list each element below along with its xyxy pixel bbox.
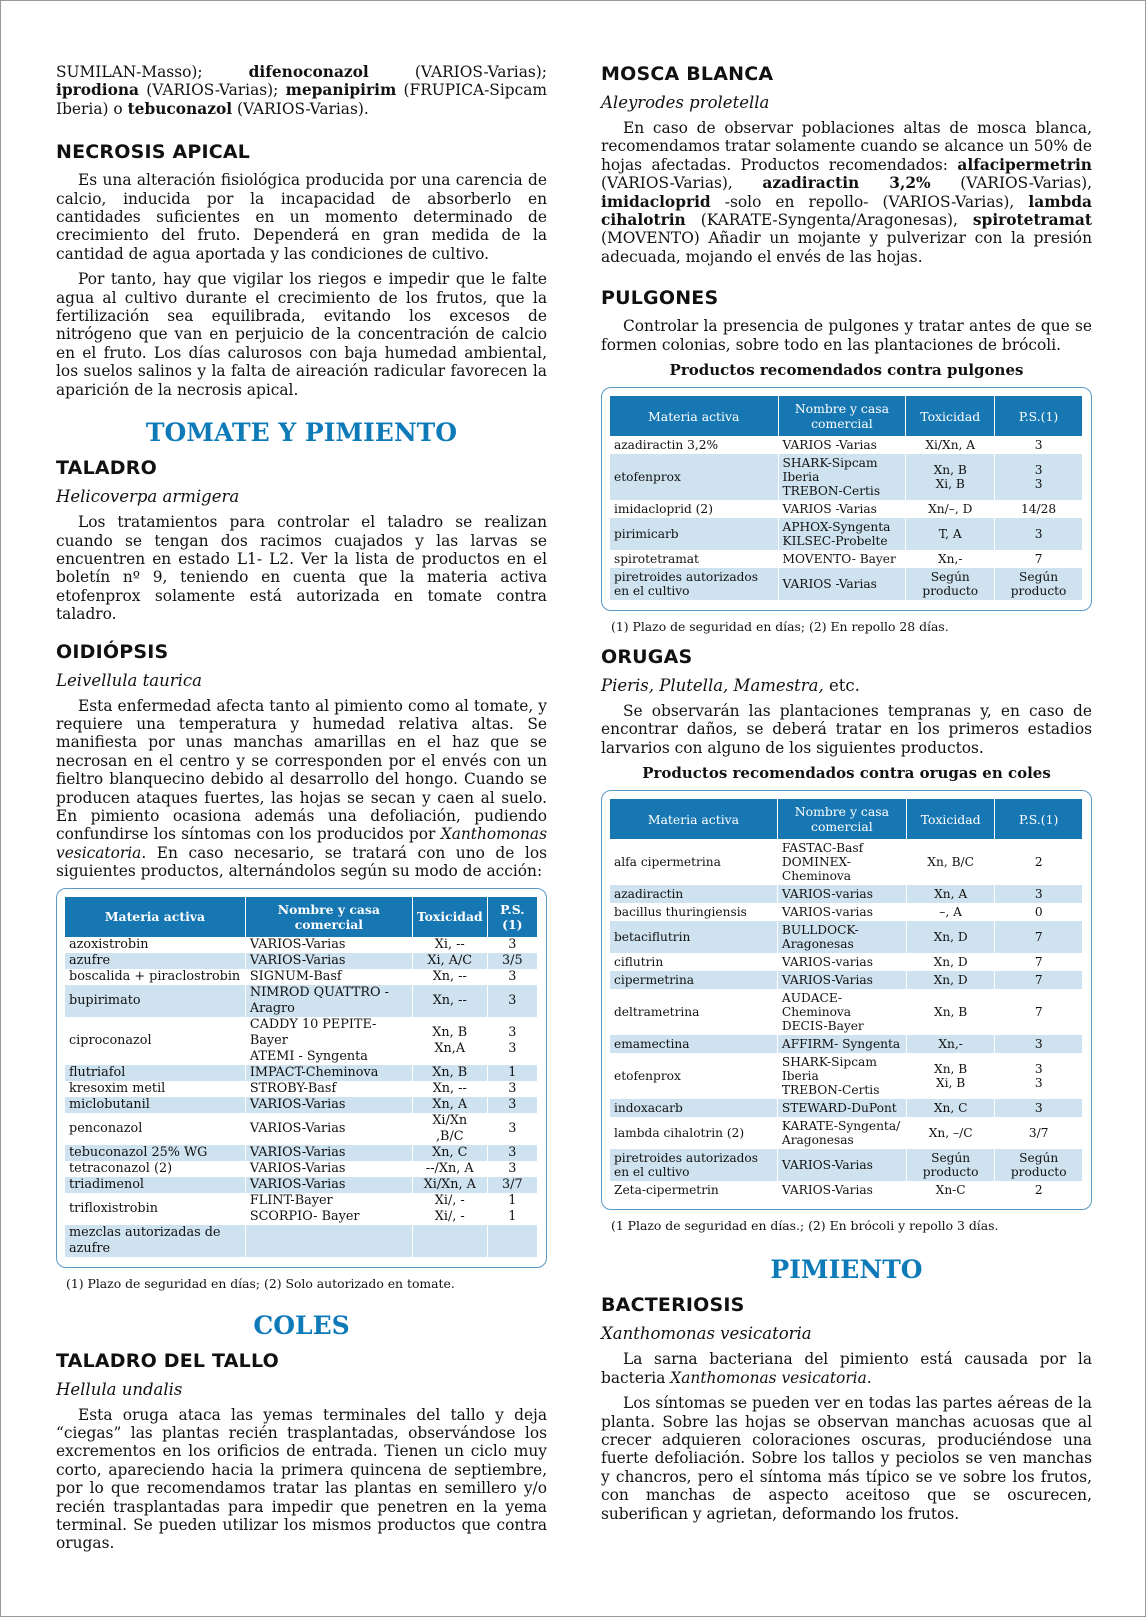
table-cell: 3 — [487, 969, 537, 985]
table-cell: Xn, D — [906, 971, 995, 989]
table-orugas-footnote: (1 Plazo de seguridad en días.; (2) En brócoli y repollo 3 días. — [611, 1218, 999, 1234]
table-cell: spirotetramat — [610, 550, 778, 568]
table-row — [610, 1053, 1083, 1099]
table-cell: 1 1 — [487, 1193, 537, 1225]
table-oidiopsis-footnote: (1) Plazo de seguridad en días; (2) Solo autorizado en tomate. — [66, 1275, 455, 1291]
table-row — [610, 839, 1083, 885]
table-cell: indoxacarb — [610, 1099, 777, 1117]
table-cell: VARIOS -Varias — [778, 500, 906, 518]
section-coles: COLES — [253, 1310, 350, 1340]
table-cell: Xi/, - Xi/, - — [412, 1193, 487, 1225]
table-row — [610, 518, 1083, 550]
table-cell: tebuconazol 25% WG — [65, 1145, 245, 1161]
table-header-cell: Toxicidad — [906, 396, 995, 436]
table-cell: Xn, B — [412, 1065, 487, 1081]
table-header-cell: Toxicidad — [906, 799, 995, 839]
bacteriosis-species: Xanthomonas vesicatoria — [601, 1324, 812, 1344]
table-cell: betaciflutrin — [610, 921, 777, 953]
table-cell — [412, 1225, 487, 1257]
table-row — [610, 568, 1083, 600]
table-pulgones-box — [601, 387, 1092, 611]
taladro-p1: Los tratamientos para controlar el taladro se realizan cuando se tengan dos racimos cuajados y las larvas se encuentren en estado L1- L2. Ver la lista de productos en el boletín nº 9, teniendo en cuenta que la materia activa etofenprox solamente está autorizada en tomate contra taladro. — [56, 513, 547, 624]
table-cell: Xn, -- — [412, 969, 487, 985]
table-cell: 3 — [995, 1035, 1083, 1053]
taladro-tallo-species: Hellula undalis — [56, 1379, 183, 1399]
table-cell: 3 — [487, 1097, 537, 1113]
table-cell: VARIOS-Varias — [777, 1149, 906, 1181]
table-row — [65, 953, 538, 969]
table-header-cell: P.S.(1) — [995, 799, 1083, 839]
orugas-p1: Se observarán las plantaciones tempranas y, en caso de encontrar daños, se deberá tratar en los primeros estadios larvarios con alguno de los siguientes productos. — [601, 702, 1092, 757]
table-cell: BULLDOCK-Aragonesas — [777, 921, 906, 953]
table-cell: 3 — [995, 436, 1083, 454]
table-row — [610, 1149, 1083, 1181]
table-cell: 14/28 — [995, 500, 1083, 518]
left-column — [56, 63, 547, 1560]
table-oidiopsis — [65, 897, 538, 1257]
table-cell: 3 — [995, 1099, 1083, 1117]
table-row — [610, 1035, 1083, 1053]
table-cell: 7 — [995, 971, 1083, 989]
table-cell: Xn/–, D — [906, 500, 995, 518]
table-cell: miclobutanil — [65, 1097, 245, 1113]
right-column — [601, 63, 1092, 1530]
oidiopsis-species: Leivellula taurica — [56, 670, 202, 690]
table-cell: imidacloprid (2) — [610, 500, 778, 518]
table-cell: VARIOS-varias — [777, 953, 906, 971]
table-row — [65, 937, 538, 953]
section-pimiento: PIMIENTO — [770, 1255, 923, 1285]
table-cell: 7 — [995, 953, 1083, 971]
table-cell: VARIOS-Varias — [245, 1145, 412, 1161]
table-cell: cipermetrina — [610, 971, 777, 989]
table-cell: Xn, D — [906, 953, 995, 971]
table-cell: VARIOS-varias — [777, 903, 906, 921]
table-cell: Zeta-cipermetrin — [610, 1181, 777, 1199]
table-cell: piretroides autorizados en el cultivo — [610, 1149, 777, 1181]
intro-paragraph: SUMILAN-Masso); difenoconazol (VARIOS-Varias); iprodiona (VARIOS-Varias); mepanipirim (FRUPICA-Sipcam Iberia) o tebuconazol (VARIOS-Varias). — [56, 63, 547, 118]
table-cell: --/Xn, A — [412, 1161, 487, 1177]
table-cell: KARATE-Syngenta/ Aragonesas — [777, 1117, 906, 1149]
table-cell: Xn, B/C — [906, 839, 995, 885]
table-cell: VARIOS-Varias — [245, 953, 412, 969]
table-cell: 2 — [995, 839, 1083, 885]
table-row — [65, 1161, 538, 1177]
bacteriosis-title: BACTERIOSIS — [601, 1294, 745, 1317]
table-cell: AFFIRM- Syngenta — [777, 1035, 906, 1053]
table-cell: Xn, B Xn,A — [412, 1017, 487, 1065]
table-cell: Xn, -- — [412, 985, 487, 1017]
table-cell: 0 — [995, 903, 1083, 921]
table-cell: VARIOS -Varias — [778, 436, 906, 454]
table-cell: CADDY 10 PEPITE-Bayer ATEMI - Syngenta — [245, 1017, 412, 1065]
table-cell: Xi/Xn, A — [906, 436, 995, 454]
table-row — [65, 1113, 538, 1145]
table-cell: 3 — [487, 1145, 537, 1161]
table-cell: Xi, A/C — [412, 953, 487, 969]
table-cell: SHARK-Sipcam Iberia TREBON-Certis — [778, 454, 906, 500]
table-cell: flutriafol — [65, 1065, 245, 1081]
table-pulgones — [610, 396, 1083, 600]
table-cell: VARIOS-Varias — [245, 1097, 412, 1113]
pulgones-title: PULGONES — [601, 287, 719, 310]
table-cell: 3 3 — [487, 1017, 537, 1065]
table-row — [610, 550, 1083, 568]
table-cell: Según producto — [906, 1149, 995, 1181]
table-cell: mezclas autorizadas de azufre — [65, 1225, 245, 1257]
table-cell: azufre — [65, 953, 245, 969]
table-cell: 3/7 — [487, 1177, 537, 1193]
table-cell: VARIOS-varias — [777, 885, 906, 903]
table-cell: bacillus thuringiensis — [610, 903, 777, 921]
table-row — [65, 1177, 538, 1193]
table-cell: SHARK-Sipcam Iberia TREBON-Certis — [777, 1053, 906, 1099]
table-cell: Xn, A — [412, 1097, 487, 1113]
table-cell: AUDACE-Cheminova DECIS-Bayer — [777, 989, 906, 1035]
mosca-species: Aleyrodes proletella — [601, 93, 770, 112]
table-cell: etofenprox — [610, 1053, 777, 1099]
table-cell: IMPACT-Cheminova — [245, 1065, 412, 1081]
table-cell: FASTAC-Basf DOMINEX-Cheminova — [777, 839, 906, 885]
table-header-cell: Materia activa — [65, 897, 245, 937]
table-row — [65, 1145, 538, 1161]
table-cell: tetraconazol (2) — [65, 1161, 245, 1177]
table-cell: kresoxim metil — [65, 1081, 245, 1097]
table-cell: alfa cipermetrina — [610, 839, 777, 885]
necrosis-p1: Es una alteración fisiológica producida por una carencia de calcio, inducida por la incapacidad de absorberlo en cantidades suficientes en un momento determinado de crecimiento del fruto. Dependerá en gran medida de la cantidad de agua aportada y las condiciones de cultivo. — [56, 171, 547, 263]
table-cell: azadiractin — [610, 885, 777, 903]
table-cell: 3 — [995, 885, 1083, 903]
table-cell: STEWARD-DuPont — [777, 1099, 906, 1117]
table-cell: VARIOS-Varias — [245, 1161, 412, 1177]
table-cell: 3 — [487, 1113, 537, 1145]
section-tomate-pimiento: TOMATE Y PIMIENTO — [145, 418, 458, 448]
mosca-p1: En caso de observar poblaciones altas de mosca blanca, recomendamos tratar solamente cuando se alcance un 50% de hojas afectadas. Productos recomendados: alfacipermetrin (VARIOS-Varias), azadiractin 3,2% (VARIOS-Varias), imidacloprid -solo en repollo- (VARIOS-Varias), lambda cihalotrin (KARATE-Syngenta/Aragonesas), spirotetramat (MOVENTO) Añadir un mojante y pulverizar con la presión adecuada, mojando el envés de las hojas. — [601, 119, 1092, 266]
table-row — [65, 1193, 538, 1225]
table-row — [610, 436, 1083, 454]
table-cell: Xn,- — [906, 1035, 995, 1053]
taladro-title: TALADRO — [56, 457, 157, 480]
oidiopsis-p1: Esta enfermedad afecta tanto al pimiento como al tomate, y requiere una temperatura y humedad relativa altas. Se manifiesta por unas manchas amarillas en el haz que se necrosan en el centro y se corresponden por el envés con un fieltro blanquecino debido al desarrollo del hongo. Cuando se producen ataques fuertes, las hojas se secan y caen al suelo. En pimiento ocasiona además una defoliación, pudiendo confundirse los síntomas con los producidos por Xanthomonas vesicatoria. En caso necesario, se tratará con uno de los siguientes productos, alternándolos según su modo de acción: — [56, 696, 547, 881]
table-cell: emamectina — [610, 1035, 777, 1053]
table-cell: 7 — [995, 989, 1083, 1035]
table-row — [610, 953, 1083, 971]
table-cell: Xi, -- — [412, 937, 487, 953]
table-row — [610, 885, 1083, 903]
table-cell: 3/5 — [487, 953, 537, 969]
table-header-cell: P.S. (1) — [487, 897, 537, 937]
table-cell: MOVENTO- Bayer — [778, 550, 906, 568]
table-cell: 1 — [487, 1065, 537, 1081]
pulgones-p1: Controlar la presencia de pulgones y tratar antes de que se formen colonias, sobre todo en las plantaciones de brócoli. — [601, 317, 1092, 354]
table-cell: triadimenol — [65, 1177, 245, 1193]
necrosis-title: NECROSIS APICAL — [56, 141, 251, 164]
table-cell: 3/7 — [995, 1117, 1083, 1149]
table-cell: Xn, C — [412, 1145, 487, 1161]
table-cell: 2 — [995, 1181, 1083, 1199]
table-cell: Xn, B Xi, B — [906, 1053, 995, 1099]
table-cell: 3 — [487, 937, 537, 953]
table-row — [65, 1081, 538, 1097]
table-row — [65, 1017, 538, 1065]
table-orugas — [610, 799, 1083, 1199]
table-cell: bupirimato — [65, 985, 245, 1017]
table-cell: azadiractin 3,2% — [610, 436, 778, 454]
table-row — [65, 1065, 538, 1081]
table-cell: azoxistrobin — [65, 937, 245, 953]
table-cell: Según producto — [995, 568, 1083, 600]
table-row — [65, 985, 538, 1017]
table-cell: piretroides autorizados en el cultivo — [610, 568, 778, 600]
table-cell: 3 3 — [995, 1053, 1083, 1099]
table-cell: Xi/Xn ,B/C — [412, 1113, 487, 1145]
table-row — [610, 1181, 1083, 1199]
table-cell: Xn, –/C — [906, 1117, 995, 1149]
table-cell: Xn, C — [906, 1099, 995, 1117]
table-cell: Xn, B — [906, 989, 995, 1035]
necrosis-p2: Por tanto, hay que vigilar los riegos e impedir que le falte agua al cultivo durante el crecimiento de los frutos, que la fertilización sea equilibrada, evitando los excesos de nitrógeno que van en perjuicio de la concentración de calcio en el fruto. Los días calurosos con baja humedad ambiental, los suelos salinos y la falta de aireación radicular favorecen la aparición de la necrosis apical. — [56, 270, 547, 399]
table-cell: ciflutrin — [610, 953, 777, 971]
table-cell: deltrametrina — [610, 989, 777, 1035]
table-cell: VARIOS-Varias — [245, 937, 412, 953]
table-cell: ciproconazol — [65, 1017, 245, 1065]
oidiopsis-title: OIDIÓPSIS — [56, 640, 169, 663]
table-row — [610, 1099, 1083, 1117]
table-cell: –, A — [906, 903, 995, 921]
table-cell: VARIOS -Varias — [778, 568, 906, 600]
table-header-cell: Toxicidad — [412, 897, 487, 937]
orugas-species: Pieris, Plutella, Mamestra, etc. — [601, 676, 860, 696]
table-oidiopsis-box — [56, 888, 547, 1268]
table-cell — [245, 1225, 412, 1257]
table-cell: Según producto — [906, 568, 995, 600]
table-cell: pirimicarb — [610, 518, 778, 550]
table-header-cell: Nombre y casa comercial — [245, 897, 412, 937]
table-cell: Xn,- — [906, 550, 995, 568]
table-cell: T, A — [906, 518, 995, 550]
table-cell: APHOX-Syngenta KILSEC-Probelte — [778, 518, 906, 550]
table-cell: 3 — [487, 1161, 537, 1177]
taladro-species: Helicoverpa armigera — [56, 487, 240, 507]
table-cell: 3 — [487, 985, 537, 1017]
table-row — [610, 971, 1083, 989]
table-cell: VARIOS-Varias — [777, 971, 906, 989]
table-cell: 3 — [487, 1081, 537, 1097]
table-cell: NIMROD QUATTRO -Aragro — [245, 985, 412, 1017]
table-cell: Xn, -- — [412, 1081, 487, 1097]
table-pulgones-footnote: (1) Plazo de seguridad en días; (2) En repollo 28 días. — [611, 619, 949, 635]
orugas-title: ORUGAS — [601, 646, 693, 669]
bacteriosis-p2: Los síntomas se pueden ver en todas las partes aéreas de la planta. Sobre las hojas se observan manchas acuosas que al crecer adquieren coloraciones oscuras, produciéndose una fuerte defoliación. Sobre los tallos y peciolos se ven manchas y chancros, pero el síntoma más típico se ve sobre los frutos, con manchas de aspecto aceitoso que se oscurecen, suberifican y agrietan, deformando los frutos. — [601, 1394, 1092, 1523]
table-cell: FLINT-Bayer SCORPIO- Bayer — [245, 1193, 412, 1225]
table-cell: 3 — [995, 518, 1083, 550]
table-row — [65, 969, 538, 985]
bacteriosis-p1: La sarna bacteriana del pimiento está causada por la bacteria Xanthomonas vesicatoria. — [601, 1350, 1092, 1387]
table-cell: boscalida + piraclostrobin — [65, 969, 245, 985]
table-row — [610, 989, 1083, 1035]
table-cell: Xn, B Xi, B — [906, 454, 995, 500]
taladro-tallo-p1: Esta oruga ataca las yemas terminales del tallo y deja “ciegas” las plantas recién trasplantadas, observándose los excrementos en los orificios de entrada. Tienen un ciclo muy corto, apareciendo hacia la primera quincena de septiembre, por lo que recomendamos tratar las plantas en semillero y/o recién trasplantadas para impedir que penetren en la yema terminal. Se pueden utilizar los mismos productos que contra orugas. — [56, 1405, 547, 1553]
table-row — [610, 903, 1083, 921]
table-header-cell: Materia activa — [610, 799, 777, 839]
table-row — [65, 1225, 538, 1257]
table-cell: Xi/Xn, A — [412, 1177, 487, 1193]
table-cell: 3 3 — [995, 454, 1083, 500]
table-row — [610, 454, 1083, 500]
table-cell: etofenprox — [610, 454, 778, 500]
table-row — [610, 500, 1083, 518]
table-cell: VARIOS-Varias — [245, 1113, 412, 1145]
taladro-tallo-title: TALADRO DEL TALLO — [56, 1349, 279, 1372]
table-header-cell: Nombre y casa comercial — [778, 396, 906, 436]
table-cell: STROBY-Basf — [245, 1081, 412, 1097]
table-cell: VARIOS-Varias — [245, 1177, 412, 1193]
table-orugas-caption: Productos recomendados contra orugas en coles — [642, 764, 1051, 783]
table-cell — [487, 1225, 537, 1257]
table-header-cell: P.S.(1) — [995, 396, 1083, 436]
table-row — [610, 1117, 1083, 1149]
table-cell: SIGNUM-Basf — [245, 969, 412, 985]
table-cell: VARIOS-Varias — [777, 1181, 906, 1199]
table-cell: Xn-C — [906, 1181, 995, 1199]
table-cell: 7 — [995, 550, 1083, 568]
table-cell: Xn, D — [906, 921, 995, 953]
table-orugas-box — [601, 790, 1092, 1210]
table-header-cell: Nombre y casa comercial — [777, 799, 906, 839]
table-cell: Xn, A — [906, 885, 995, 903]
table-cell: 7 — [995, 921, 1083, 953]
table-row — [610, 921, 1083, 953]
table-row — [65, 1097, 538, 1113]
table-cell: Según producto — [995, 1149, 1083, 1181]
table-cell: penconazol — [65, 1113, 245, 1145]
table-cell: trifloxistrobin — [65, 1193, 245, 1225]
table-pulgones-caption: Productos recomendados contra pulgones — [669, 361, 1024, 380]
mosca-title: MOSCA BLANCA — [601, 63, 774, 85]
table-cell: lambda cihalotrin (2) — [610, 1117, 777, 1149]
table-header-cell: Materia activa — [610, 396, 778, 436]
